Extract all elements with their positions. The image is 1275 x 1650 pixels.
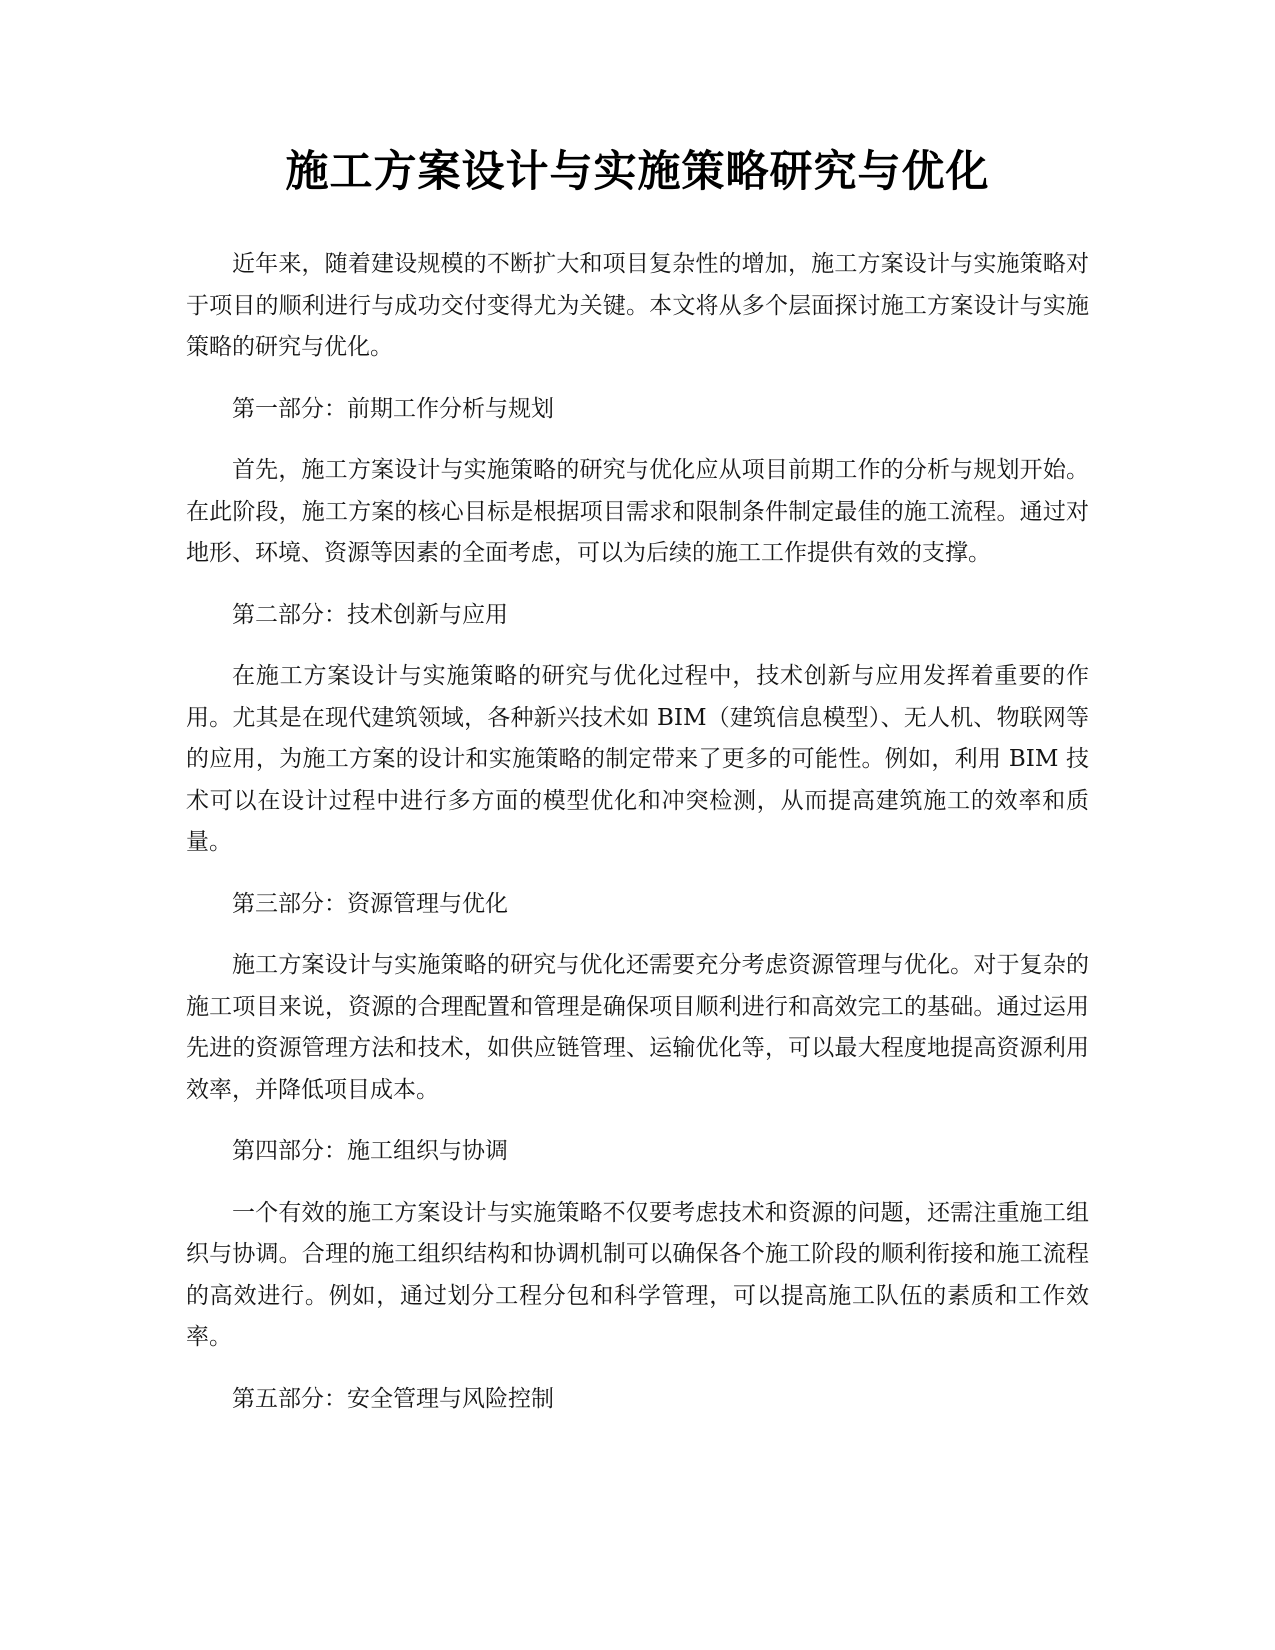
section-5-heading: 第五部分：安全管理与风险控制 (232, 1385, 554, 1412)
section-2-heading: 第二部分：技术创新与应用 (232, 601, 508, 628)
section-2-body: 在施工方案设计与实施策略的研究与优化过程中，技术创新与应用发挥着重要的作用。尤其是在现代建筑领域，各种新兴技术如 BIM（建筑信息模型）、无人机、物联网等的应用，为施工方案的设计和实施策略的制定带来了更多的可能性。例如，利用 BIM 技术可以在设计过程中进行多方面的模型优化和冲突检测，从而提高建筑施工的效率和质量。 (186, 663, 1089, 855)
section-3-heading: 第三部分：资源管理与优化 (232, 890, 508, 917)
intro-paragraph: 近年来，随着建设规模的不断扩大和项目复杂性的增加，施工方案设计与实施策略对于项目的顺利进行与成功交付变得尤为关键。本文将从多个层面探讨施工方案设计与实施策略的研究与优化。 (186, 251, 1089, 360)
section-3-body: 施工方案设计与实施策略的研究与优化还需要充分考虑资源管理与优化。对于复杂的施工项目来说，资源的合理配置和管理是确保项目顺利进行和高效完工的基础。通过运用先进的资源管理方法和技术，如供应链管理、运输优化等，可以最大程度地提高资源利用效率，并降低项目成本。 (186, 952, 1089, 1103)
section-4-heading: 第四部分：施工组织与协调 (232, 1138, 508, 1164)
document-title: 施工方案设计与实施策略研究与优化 (285, 147, 990, 197)
section-1-heading: 第一部分：前期工作分析与规划 (232, 395, 554, 422)
section-4-body: 一个有效的施工方案设计与实施策略不仅要考虑技术和资源的问题，还需注重施工组织与协调。合理的施工组织结构和协调机制可以确保各个施工阶段的顺利衔接和施工流程的高效进行。例如，通过划分工程分包和科学管理，可以提高施工队伍的素质和工作效率。 (186, 1199, 1089, 1350)
section-1-body: 首先，施工方案设计与实施策略的研究与优化应从项目前期工作的分析与规划开始。在此阶段，施工方案的核心目标是根据项目需求和限制条件制定最佳的施工流程。通过对地形、环境、资源等因素的全面考虑，可以为后续的施工工作提供有效的支撑。 (186, 457, 1089, 566)
